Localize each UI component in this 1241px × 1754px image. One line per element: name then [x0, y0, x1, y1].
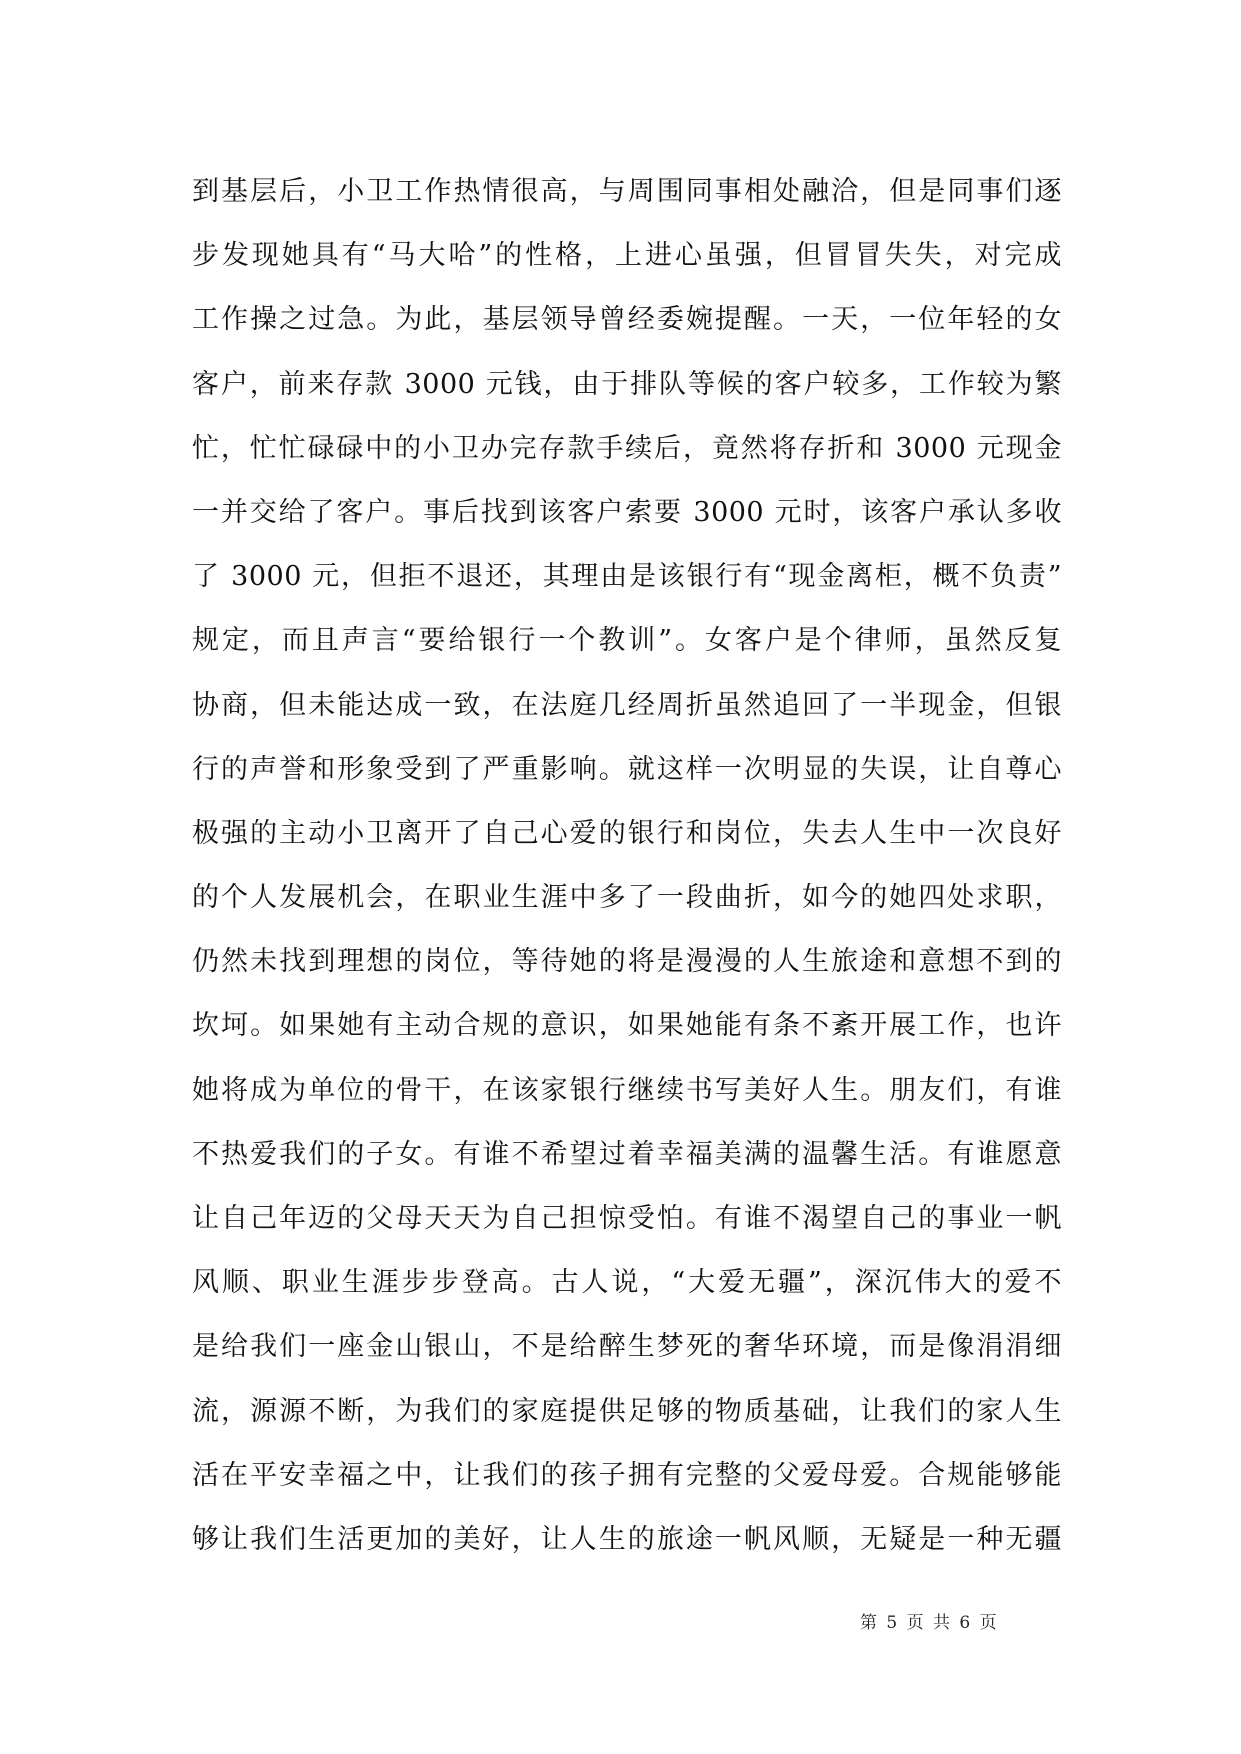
text-line: 仍然未找到理想的岗位，等待她的将是漫漫的人生旅途和意想不到的	[192, 946, 1062, 978]
text-line: 到基层后，小卫工作热情很高，与周围同事相处融洽，但是同事们逐	[192, 176, 1062, 207]
text-line: 的个人发展机会，在职业生涯中多了一段曲折，如今的她四处求职，	[192, 882, 1062, 914]
text-line: 流，源源不断，为我们的家庭提供足够的物质基础，让我们的家人生	[192, 1395, 1062, 1427]
text-line: 风顺、职业生涯步步登高。古人说，“大爱无疆”，深沉伟大的爱不	[192, 1267, 1062, 1299]
text-line: 规定，而且声言“要给银行一个教训”。女客户是个律师，虽然反复	[192, 625, 1062, 657]
text-line: 她将成为单位的骨干，在该家银行继续书写美好人生。朋友们，有谁	[192, 1074, 1062, 1106]
text-line: 是给我们一座金山银山，不是给醉生梦死的奢华环境，而是像涓涓细	[192, 1331, 1062, 1363]
text-line: 了 3000 元，但拒不退还，其理由是该银行有“现金离柜，概不负责”	[192, 561, 1062, 593]
text-line: 客户，前来存款 3000 元钱，由于排队等候的客户较多，工作较为繁	[192, 368, 1062, 400]
text-line: 让自己年迈的父母天天为自己担惊受怕。有谁不渴望自己的事业一帆	[192, 1203, 1062, 1234]
text-line: 够让我们生活更加的美好，让人生的旅途一帆风顺，无疑是一种无疆	[192, 1523, 1062, 1555]
text-line: 活在平安幸福之中，让我们的孩子拥有完整的父爱母爱。合规能够能	[192, 1459, 1062, 1491]
text-line: 工作操之过急。为此，基层领导曾经委婉提醒。一天，一位年轻的女	[192, 304, 1062, 336]
text-line: 步发现她具有“马大哈”的性格，上进心虽强，但冒冒失失，对完成	[192, 240, 1062, 272]
text-line: 坎坷。如果她有主动合规的意识，如果她能有条不紊开展工作，也许	[192, 1010, 1062, 1042]
text-line: 行的声誉和形象受到了严重影响。就这样一次明显的失误，让自尊心	[192, 753, 1062, 785]
text-line: 一并交给了客户。事后找到该客户索要 3000 元时，该客户承认多收	[192, 496, 1062, 528]
page-number-footer: 第 5 页 共 6 页	[860, 1613, 999, 1633]
text-line: 忙，忙忙碌碌中的小卫办完存款手续后，竟然将存折和 3000 元现金	[192, 432, 1062, 464]
text-line: 不热爱我们的子女。有谁不希望过着幸福美满的温馨生活。有谁愿意	[192, 1138, 1062, 1170]
body-paragraph	[192, 160, 1062, 1572]
text-line: 极强的主动小卫离开了自己心爱的银行和岗位，失去人生中一次良好	[192, 817, 1062, 849]
text-line: 协商，但未能达成一致，在法庭几经周折虽然追回了一半现金，但银	[192, 689, 1062, 721]
